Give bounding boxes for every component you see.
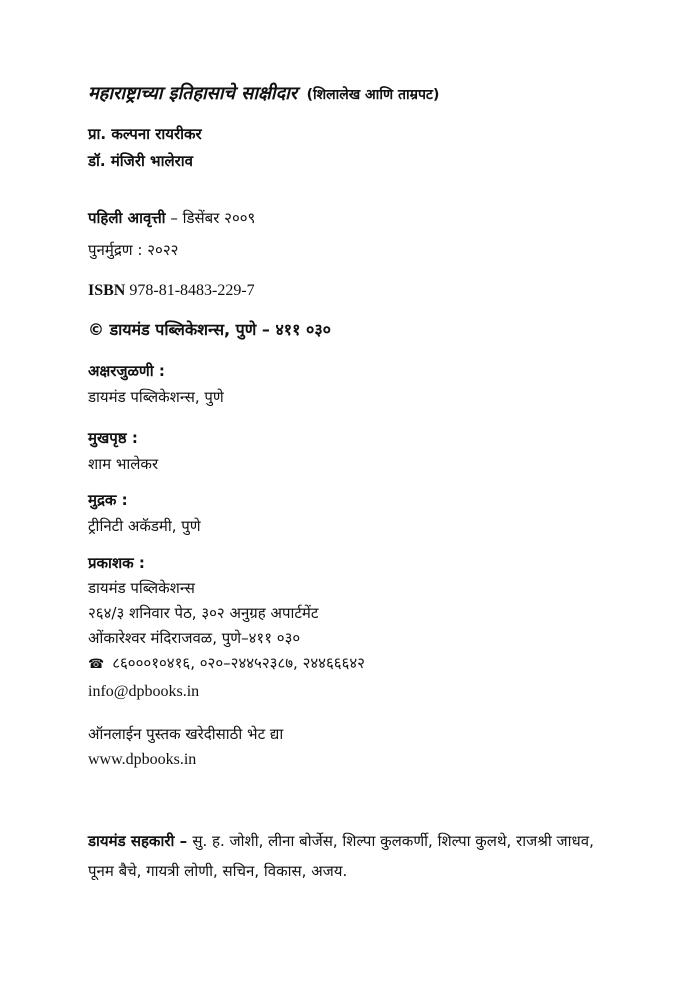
typesetting-label: अक्षरजुळणी : — [88, 362, 165, 380]
book-title-subtitle: (शिलालेख आणि ताम्रपट) — [306, 87, 440, 103]
author-1: प्रा. कल्पना रायरीकर — [88, 125, 202, 143]
printer-label: मुद्रक : — [88, 491, 128, 509]
copyright-notice: © डायमंड पब्लिकेशन्स, पुणे – ४११ ०३० — [88, 320, 331, 339]
publisher-address-line2: ओंकारेश्वर मंदिराजवळ, पुणे–४११ ०३० — [88, 629, 301, 647]
collaborators-label: डायमंड सहकारी — [88, 832, 175, 850]
isbn-label: ISBN — [88, 282, 126, 299]
book-title — [88, 84, 439, 105]
collaborators-separator: – — [174, 832, 193, 850]
cover-label: मुखपृष्ठ : — [88, 429, 138, 447]
printer-value: ट्रीनिटी अकॅडमी, पुणे — [88, 517, 201, 535]
publisher-address-line1: २६४/३ शनिवार पेठ, ३०२ अनुग्रह अपार्टमेंट — [88, 604, 319, 622]
reprint-separator: : — [132, 241, 148, 259]
edition-label: पहिली आवृत्ती — [88, 209, 166, 227]
cover-value: शाम भालेकर — [88, 455, 159, 473]
collaborators-block — [88, 826, 603, 886]
phone-icon: ☎ — [88, 657, 105, 672]
isbn-value: 978-81-8483-229-7 — [125, 282, 255, 299]
website-link[interactable]: www.dpbooks.in — [88, 751, 197, 768]
edition-line — [88, 208, 255, 228]
reprint-line — [88, 240, 178, 260]
online-purchase-text: ऑनलाईन पुस्तक खरेदीसाठी भेट द्या — [88, 725, 284, 743]
typesetting-value: डायमंड पब्लिकेशन्स, पुणे — [88, 388, 224, 406]
publisher-phone-line — [88, 653, 365, 675]
publisher-label: प्रकाशक : — [88, 554, 145, 572]
collaborators-names: सु. ह. जोशी, लीना बोर्जेस, शिल्पा कुलकर्णी, शिल्पा कुलथे, राजश्री जाधव, पूनम बैचे, गायत्री लोणी, सचिन, विकास, अजय. — [88, 832, 594, 880]
publisher-name: डायमंड पब्लिकेशन्स — [88, 579, 195, 597]
reprint-value: २०२२ — [147, 241, 179, 259]
author-2: डॉ. मंजिरी भालेराव — [88, 152, 194, 170]
reprint-label: पुनर्मुद्रण — [88, 241, 133, 259]
edition-value: डिसेंबर २००९ — [182, 209, 256, 227]
publisher-phones: ८६०००१०४१६, ०२०–२४४५२३८७, २४४६६६४२ — [112, 654, 365, 672]
publisher-email[interactable]: info@dpbooks.in — [88, 683, 200, 700]
book-title-main: महाराष्ट्राच्या इतिहासाचे साक्षीदार — [88, 83, 298, 104]
isbn-line — [88, 281, 255, 301]
edition-separator: – — [165, 209, 183, 227]
